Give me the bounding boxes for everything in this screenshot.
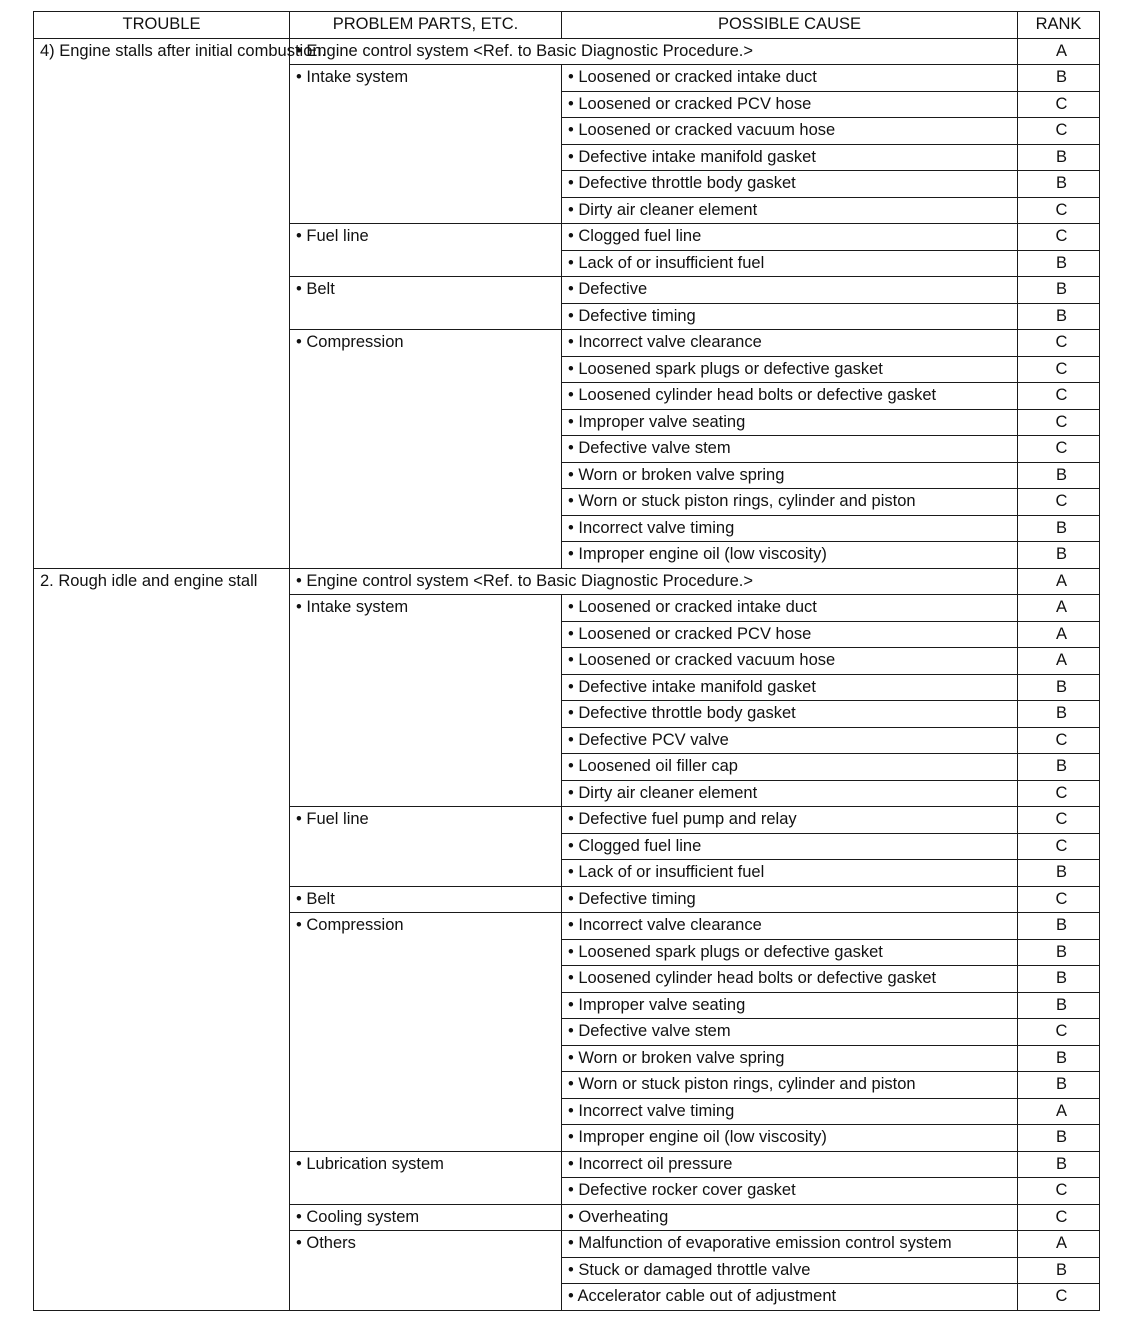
possible-cause-cell: • Incorrect oil pressure (562, 1151, 1018, 1178)
possible-cause-cell: • Loosened or cracked PCV hose (562, 621, 1018, 648)
possible-cause-cell: • Defective timing (562, 886, 1018, 913)
possible-cause-cell: • Clogged fuel line (562, 224, 1018, 251)
possible-cause-cell: • Defective fuel pump and relay (562, 807, 1018, 834)
rank-cell: A (1018, 621, 1100, 648)
possible-cause-cell: • Defective (562, 277, 1018, 304)
possible-cause-cell: • Defective timing (562, 303, 1018, 330)
possible-cause-cell: • Loosened oil filler cap (562, 754, 1018, 781)
rank-cell: C (1018, 1019, 1100, 1046)
rank-cell: C (1018, 886, 1100, 913)
possible-cause-cell: • Incorrect valve clearance (562, 913, 1018, 940)
problem-part-cell: • Engine control system <Ref. to Basic Diagnostic Procedure.> (290, 38, 1018, 65)
trouble-cell: 2. Rough idle and engine stall (34, 568, 290, 1310)
rank-cell: C (1018, 727, 1100, 754)
rank-cell: C (1018, 807, 1100, 834)
rank-cell: B (1018, 515, 1100, 542)
rank-cell: A (1018, 595, 1100, 622)
possible-cause-cell: • Defective throttle body gasket (562, 701, 1018, 728)
problem-part-cell: • Intake system (290, 595, 562, 807)
problem-part-cell: • Belt (290, 277, 562, 330)
rank-cell: B (1018, 303, 1100, 330)
rank-cell: B (1018, 462, 1100, 489)
possible-cause-cell: • Defective throttle body gasket (562, 171, 1018, 198)
possible-cause-cell: • Defective intake manifold gasket (562, 674, 1018, 701)
header-possible-cause: POSSIBLE CAUSE (562, 12, 1018, 39)
rank-cell: C (1018, 780, 1100, 807)
possible-cause-cell: • Improper engine oil (low viscosity) (562, 1125, 1018, 1152)
rank-cell: B (1018, 1045, 1100, 1072)
rank-cell: C (1018, 489, 1100, 516)
rank-cell: A (1018, 568, 1100, 595)
rank-cell: B (1018, 277, 1100, 304)
rank-cell: B (1018, 966, 1100, 993)
possible-cause-cell: • Loosened cylinder head bolts or defective gasket (562, 383, 1018, 410)
possible-cause-cell: • Loosened spark plugs or defective gasket (562, 939, 1018, 966)
rank-cell: B (1018, 171, 1100, 198)
rank-cell: B (1018, 939, 1100, 966)
problem-part-cell: • Cooling system (290, 1204, 562, 1231)
rank-cell: B (1018, 1257, 1100, 1284)
possible-cause-cell: • Stuck or damaged throttle valve (562, 1257, 1018, 1284)
header-row (34, 12, 1100, 39)
diagnosis-table (33, 11, 1100, 1311)
possible-cause-cell: • Defective valve stem (562, 436, 1018, 463)
table-row (34, 38, 1100, 65)
header-trouble: TROUBLE (34, 12, 290, 39)
possible-cause-cell: • Accelerator cable out of adjustment (562, 1284, 1018, 1311)
trouble-cell: 4) Engine stalls after initial combustion. (34, 38, 290, 568)
rank-cell: C (1018, 1284, 1100, 1311)
rank-cell: B (1018, 860, 1100, 887)
rank-cell: C (1018, 1178, 1100, 1205)
problem-part-cell: • Compression (290, 913, 562, 1152)
possible-cause-cell: • Loosened or cracked intake duct (562, 65, 1018, 92)
problem-part-cell: • Intake system (290, 65, 562, 224)
possible-cause-cell: • Incorrect valve clearance (562, 330, 1018, 357)
rank-cell: A (1018, 648, 1100, 675)
possible-cause-cell: • Improper valve seating (562, 409, 1018, 436)
problem-part-cell: • Lubrication system (290, 1151, 562, 1204)
rank-cell: C (1018, 383, 1100, 410)
header-rank: RANK (1018, 12, 1100, 39)
possible-cause-cell: • Loosened or cracked vacuum hose (562, 118, 1018, 145)
possible-cause-cell: • Defective PCV valve (562, 727, 1018, 754)
table-row (34, 568, 1100, 595)
rank-cell: C (1018, 409, 1100, 436)
header-problem-parts: PROBLEM PARTS, ETC. (290, 12, 562, 39)
rank-cell: A (1018, 1098, 1100, 1125)
rank-cell: B (1018, 701, 1100, 728)
possible-cause-cell: • Defective intake manifold gasket (562, 144, 1018, 171)
rank-cell: C (1018, 330, 1100, 357)
possible-cause-cell: • Loosened or cracked PCV hose (562, 91, 1018, 118)
rank-cell: B (1018, 542, 1100, 569)
possible-cause-cell: • Worn or stuck piston rings, cylinder and piston (562, 489, 1018, 516)
rank-cell: B (1018, 1125, 1100, 1152)
possible-cause-cell: • Loosened cylinder head bolts or defective gasket (562, 966, 1018, 993)
possible-cause-cell: • Worn or stuck piston rings, cylinder and piston (562, 1072, 1018, 1099)
rank-cell: C (1018, 91, 1100, 118)
possible-cause-cell: • Clogged fuel line (562, 833, 1018, 860)
possible-cause-cell: • Lack of or insufficient fuel (562, 860, 1018, 887)
possible-cause-cell: • Improper valve seating (562, 992, 1018, 1019)
diagnosis-document (33, 11, 1099, 1311)
problem-part-cell: • Belt (290, 886, 562, 913)
possible-cause-cell: • Loosened or cracked intake duct (562, 595, 1018, 622)
problem-part-cell: • Fuel line (290, 224, 562, 277)
problem-part-cell: • Engine control system <Ref. to Basic Diagnostic Procedure.> (290, 568, 1018, 595)
rank-cell: B (1018, 144, 1100, 171)
rank-cell: B (1018, 913, 1100, 940)
problem-part-cell: • Others (290, 1231, 562, 1311)
possible-cause-cell: • Loosened spark plugs or defective gasket (562, 356, 1018, 383)
possible-cause-cell: • Worn or broken valve spring (562, 462, 1018, 489)
rank-cell: B (1018, 1072, 1100, 1099)
rank-cell: B (1018, 674, 1100, 701)
rank-cell: C (1018, 118, 1100, 145)
possible-cause-cell: • Dirty air cleaner element (562, 197, 1018, 224)
rank-cell: A (1018, 38, 1100, 65)
possible-cause-cell: • Defective valve stem (562, 1019, 1018, 1046)
rank-cell: B (1018, 1151, 1100, 1178)
possible-cause-cell: • Incorrect valve timing (562, 515, 1018, 542)
rank-cell: B (1018, 65, 1100, 92)
rank-cell: A (1018, 1231, 1100, 1258)
possible-cause-cell: • Malfunction of evaporative emission control system (562, 1231, 1018, 1258)
possible-cause-cell: • Overheating (562, 1204, 1018, 1231)
possible-cause-cell: • Lack of or insufficient fuel (562, 250, 1018, 277)
rank-cell: B (1018, 754, 1100, 781)
possible-cause-cell: • Worn or broken valve spring (562, 1045, 1018, 1072)
rank-cell: C (1018, 224, 1100, 251)
table-body (34, 38, 1100, 1310)
possible-cause-cell: • Dirty air cleaner element (562, 780, 1018, 807)
possible-cause-cell: • Defective rocker cover gasket (562, 1178, 1018, 1205)
problem-part-cell: • Fuel line (290, 807, 562, 887)
rank-cell: C (1018, 197, 1100, 224)
possible-cause-cell: • Loosened or cracked vacuum hose (562, 648, 1018, 675)
rank-cell: B (1018, 992, 1100, 1019)
rank-cell: C (1018, 356, 1100, 383)
possible-cause-cell: • Incorrect valve timing (562, 1098, 1018, 1125)
rank-cell: C (1018, 833, 1100, 860)
possible-cause-cell: • Improper engine oil (low viscosity) (562, 542, 1018, 569)
rank-cell: C (1018, 1204, 1100, 1231)
rank-cell: B (1018, 250, 1100, 277)
rank-cell: C (1018, 436, 1100, 463)
problem-part-cell: • Compression (290, 330, 562, 569)
